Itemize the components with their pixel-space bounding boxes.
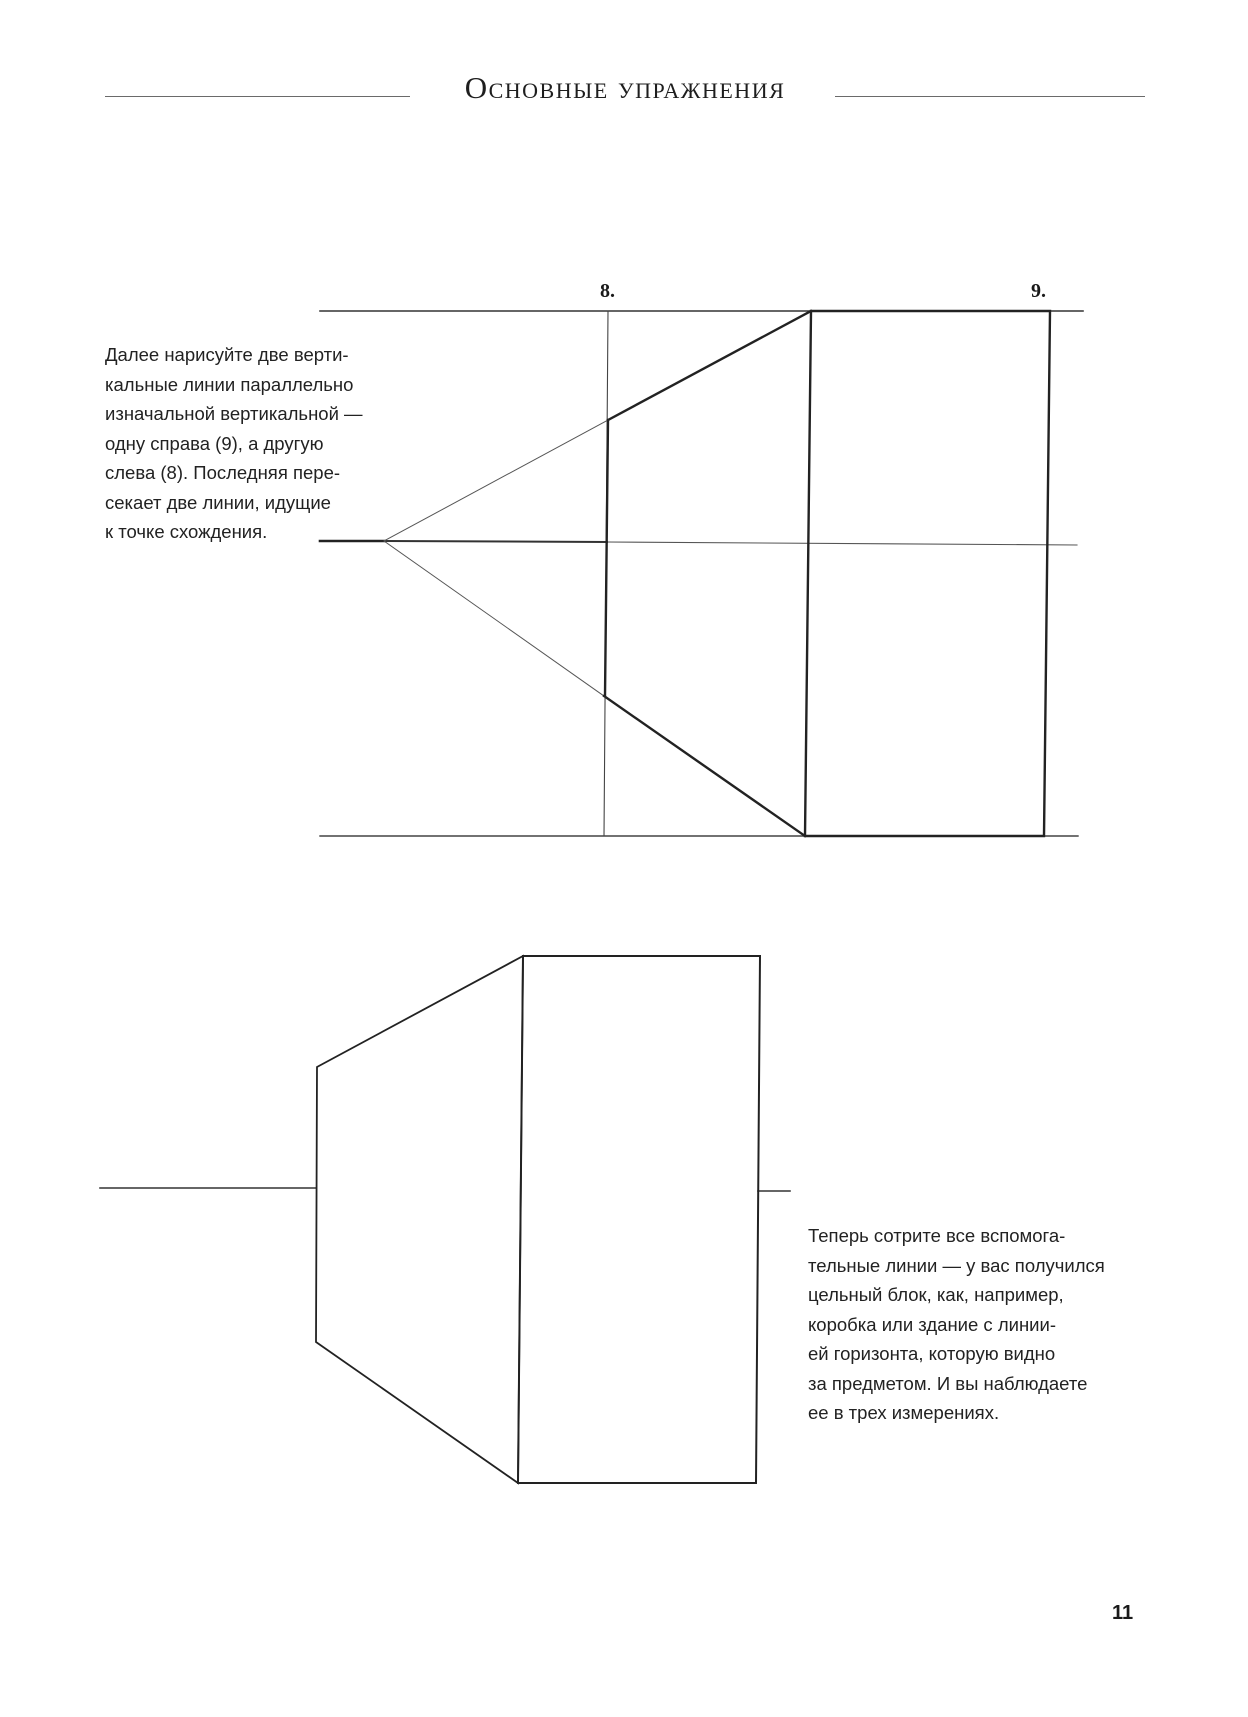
side-face-top-edge [608,311,811,420]
side-face-left-edge [605,420,608,696]
caption-line: ей горизонта, которую видно [808,1343,1056,1364]
label-vertical-9: 9. [1031,280,1046,302]
caption-line: тельные линии — у вас получился [808,1254,1105,1276]
caption-line: слева (8). Последняя пере- [105,462,341,483]
side-face [316,956,523,1483]
front-face-rectangle [805,311,1050,836]
caption-line: изначальной вертикальной — [105,403,363,424]
caption-line: ее в трех измерениях. [808,1402,1000,1423]
figure-bottom-drawing [100,956,790,1483]
figure-top-drawing [320,311,1083,836]
page-title: Основные упражнения [464,70,786,105]
label-vertical-8: 8. [600,280,615,302]
construction-line-upper [384,420,608,541]
caption-line: Далее нарисуйте две верти- [105,344,349,365]
horizon-line-thin [607,542,1077,545]
caption-line: кальные линии параллельно [105,373,354,395]
caption-line: Теперь сотрите все вспомога- [808,1225,1066,1246]
front-face [518,956,760,1483]
caption-line: за предметом. И вы наблюдаете [808,1372,1088,1394]
caption-line: коробка или здание с линии- [808,1313,1056,1335]
page-number: 11 [1112,1602,1134,1624]
caption-line: одну справа (9), а другую [105,432,324,454]
side-face-bottom-edge [604,696,805,836]
caption-line: секает две линии, идущие [105,491,331,513]
caption-line: к точке схождения. [105,521,268,542]
construction-line-lower [384,541,604,696]
caption-bottom [808,1221,1105,1428]
caption-line: цельный блок, как, например, [808,1284,1064,1305]
caption-top [105,340,363,547]
horizon-line-inner [385,541,607,542]
